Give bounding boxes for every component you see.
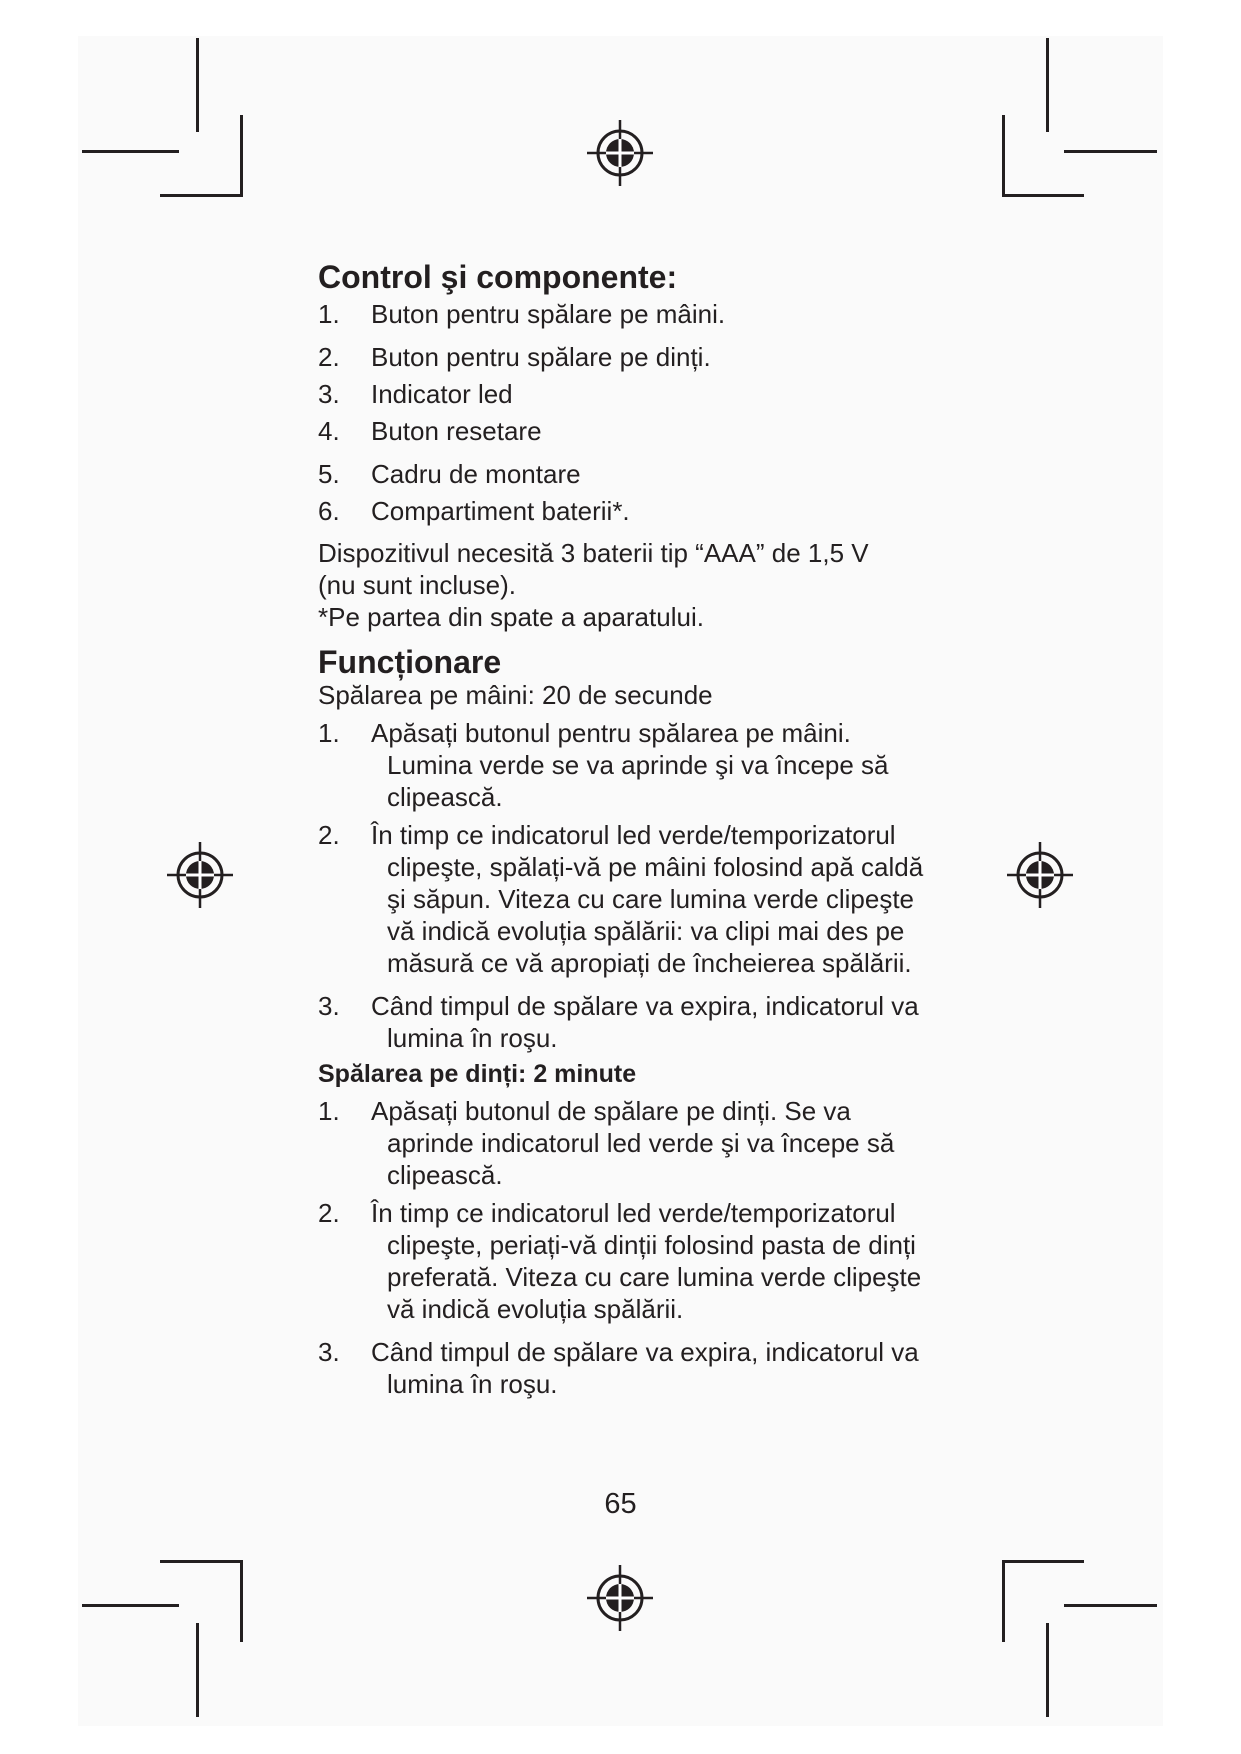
crop-mark-top-right — [1046, 38, 1049, 132]
crop-mark-top-right — [1064, 150, 1157, 153]
list-item-text: Indicator led — [371, 379, 513, 410]
teeth-subtitle: Spălarea pe dinți: 2 minute — [318, 1060, 637, 1089]
list-item — [318, 1336, 938, 1400]
crop-mark-top-left — [240, 115, 243, 197]
list-item-text: Apăsați butonul pentru spălarea pe mâini. Lumina verde se va aprinde şi va începe să clipească. — [371, 718, 889, 813]
crop-mark-bottom-right — [1002, 1560, 1084, 1563]
crop-mark-top-right — [1002, 115, 1005, 197]
crop-mark-top-right — [1002, 194, 1084, 197]
crop-mark-bottom-left — [240, 1560, 243, 1642]
battery-note: Dispozitivul necesită 3 baterii tip “AAA” de 1,5 V — [318, 538, 869, 569]
list-item — [318, 1095, 938, 1191]
crop-mark-bottom-right — [1002, 1560, 1005, 1642]
hands-steps-list — [318, 717, 938, 1054]
list-item — [318, 458, 938, 490]
crop-mark-top-left — [82, 150, 179, 153]
list-item-text: Cadru de montare — [371, 459, 581, 490]
manual-content — [318, 258, 938, 1400]
list-item-number: 1. — [318, 718, 340, 749]
list-item-number: 2. — [318, 1197, 340, 1228]
crop-mark-bottom-left — [196, 1623, 199, 1717]
list-item-number: 3. — [318, 991, 340, 1022]
back-location-note: *Pe partea din spate a aparatului. — [318, 602, 704, 633]
list-item-number: 1. — [318, 1095, 340, 1126]
list-item — [318, 819, 938, 979]
registration-mark-icon — [585, 1563, 655, 1633]
list-item — [318, 990, 938, 1054]
registration-mark-icon — [585, 118, 655, 188]
teeth-steps-list — [318, 1095, 938, 1400]
list-item-number: 3. — [318, 379, 340, 410]
list-item-text: Buton pentru spălare pe mâini. — [371, 299, 726, 330]
components-heading: Control şi componente: — [318, 259, 678, 295]
crop-mark-top-left — [160, 194, 243, 197]
list-item — [318, 415, 938, 447]
list-item-number: 1. — [318, 299, 340, 330]
list-item-text: Compartiment baterii*. — [371, 496, 630, 527]
registration-mark-icon — [165, 840, 235, 910]
list-item-text: Când timpul de spălare va expira, indicatorul va lumina în roşu. — [371, 1336, 919, 1399]
list-item — [318, 1197, 938, 1325]
battery-note: (nu sunt incluse). — [318, 570, 516, 601]
crop-mark-top-left — [196, 38, 199, 132]
registration-mark-icon — [1005, 840, 1075, 910]
list-item-text: Apăsați butonul de spălare pe dinți. Se va aprinde indicatorul led verde şi va începe să clipească. — [371, 1095, 895, 1190]
list-item-number: 2. — [318, 820, 340, 851]
crop-mark-bottom-left — [160, 1560, 243, 1563]
hands-subtitle: Spălarea pe mâini: 20 de secunde — [318, 680, 713, 711]
list-item-text: În timp ce indicatorul led verde/temporizatorul clipeşte, spălați-vă pe mâini folosind apă caldă şi săpun. Viteza cu care lumina verde clipeşte vă indică evoluția spălării: va clipi mai des pe măsură ce vă apropiați de încheierea spălării. — [371, 820, 924, 979]
list-item — [318, 341, 938, 373]
list-item — [318, 495, 938, 527]
list-item-text: Când timpul de spălare va expira, indicatorul va lumina în roşu. — [371, 991, 919, 1054]
list-item-text: Buton pentru spălare pe dinți. — [371, 342, 711, 373]
list-item-text: În timp ce indicatorul led verde/temporizatorul clipeşte, periați-vă dinții folosind pasta de dinți preferată. Viteza cu care lumina verde clipeşte vă indică evoluția spălării. — [371, 1197, 922, 1324]
crop-mark-bottom-right — [1064, 1604, 1157, 1607]
list-item — [318, 378, 938, 410]
operation-heading: Funcționare — [318, 644, 502, 681]
list-item-number: 5. — [318, 459, 340, 490]
list-item — [318, 298, 938, 330]
list-item-number: 2. — [318, 342, 340, 373]
list-item-text: Buton resetare — [371, 416, 542, 447]
list-item-number: 6. — [318, 496, 340, 527]
list-item-number: 3. — [318, 1336, 340, 1367]
page-number: 65 — [604, 1488, 637, 1520]
crop-mark-bottom-right — [1046, 1623, 1049, 1717]
list-item-number: 4. — [318, 416, 340, 447]
crop-mark-bottom-left — [82, 1604, 179, 1607]
list-item — [318, 717, 938, 813]
components-list — [318, 298, 938, 527]
